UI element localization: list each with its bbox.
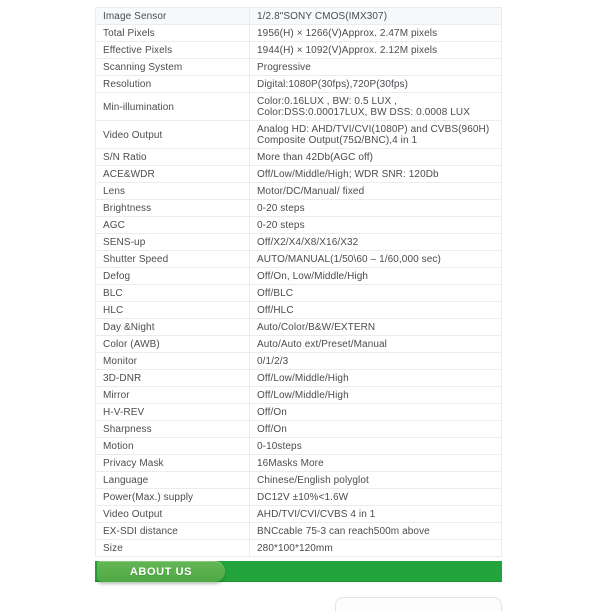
table-row bbox=[96, 387, 502, 404]
table-row bbox=[96, 489, 502, 506]
table-row bbox=[96, 506, 502, 523]
table-row bbox=[96, 76, 502, 93]
spec-value: AUTO/MANUAL(1/50\60 – 1/60,000 sec) bbox=[250, 251, 502, 268]
table-row bbox=[96, 59, 502, 76]
about-us-label: ABOUT US bbox=[129, 565, 193, 578]
spec-value: Off/On, Low/Middle/High bbox=[250, 268, 502, 285]
spec-label: Total Pixels bbox=[96, 25, 250, 42]
spec-label: S/N Ratio bbox=[96, 149, 250, 166]
table-row bbox=[96, 149, 502, 166]
spec-label: Min-illumination bbox=[96, 93, 250, 121]
next-section-card-edge bbox=[335, 597, 502, 611]
spec-value: DC12V ±10%<1.6W bbox=[250, 489, 502, 506]
about-us-banner bbox=[95, 561, 502, 582]
spec-value: Off/Low/Middle/High bbox=[250, 387, 502, 404]
spec-label: BLC bbox=[96, 285, 250, 302]
spec-label: HLC bbox=[96, 302, 250, 319]
spec-value: BNCcable 75-3 can reach500m above bbox=[250, 523, 502, 540]
spec-label: H-V-REV bbox=[96, 404, 250, 421]
table-row bbox=[96, 234, 502, 251]
table-row bbox=[96, 183, 502, 200]
spec-label: AGC bbox=[96, 217, 250, 234]
spec-value: 0-20 steps bbox=[250, 200, 502, 217]
table-row bbox=[96, 121, 502, 149]
spec-label: Language bbox=[96, 472, 250, 489]
spec-value: Off/Low/Middle/High; WDR SNR: 120Db bbox=[250, 166, 502, 183]
spec-label: Resolution bbox=[96, 76, 250, 93]
spec-value: Off/X2/X4/X8/X16/X32 bbox=[250, 234, 502, 251]
table-row bbox=[96, 336, 502, 353]
spec-value: Progressive bbox=[250, 59, 502, 76]
table-row bbox=[96, 25, 502, 42]
product-spec-section bbox=[95, 7, 502, 582]
spec-label: Lens bbox=[96, 183, 250, 200]
table-row bbox=[96, 421, 502, 438]
spec-value: Chinese/English polyglot bbox=[250, 472, 502, 489]
about-us-tab bbox=[97, 561, 225, 582]
spec-label: Video Output bbox=[96, 506, 250, 523]
table-row bbox=[96, 455, 502, 472]
spec-label: Scanning System bbox=[96, 59, 250, 76]
table-row bbox=[96, 200, 502, 217]
spec-label: Sharpness bbox=[96, 421, 250, 438]
spec-value: Motor/DC/Manual/ fixed bbox=[250, 183, 502, 200]
table-row bbox=[96, 8, 502, 25]
spec-label: Effective Pixels bbox=[96, 42, 250, 59]
spec-label: Size bbox=[96, 540, 250, 557]
spec-table bbox=[95, 7, 502, 557]
spec-label: EX-SDI distance bbox=[96, 523, 250, 540]
spec-table-body bbox=[96, 8, 502, 557]
spec-value: 1956(H) × 1266(V)Approx. 2.47M pixels bbox=[250, 25, 502, 42]
spec-label: Shutter Speed bbox=[96, 251, 250, 268]
table-row bbox=[96, 251, 502, 268]
spec-value: 280*100*120mm bbox=[250, 540, 502, 557]
table-row bbox=[96, 404, 502, 421]
spec-value: More than 42Db(AGC off) bbox=[250, 149, 502, 166]
spec-value: Auto/Color/B&W/EXTERN bbox=[250, 319, 502, 336]
spec-value: Off/On bbox=[250, 421, 502, 438]
spec-label: Brightness bbox=[96, 200, 250, 217]
spec-value: 1944(H) × 1092(V)Approx. 2.12M pixels bbox=[250, 42, 502, 59]
spec-value: Auto/Auto ext/Preset/Manual bbox=[250, 336, 502, 353]
table-row bbox=[96, 438, 502, 455]
spec-value: Off/On bbox=[250, 404, 502, 421]
spec-label: Monitor bbox=[96, 353, 250, 370]
spec-label: Day &Night bbox=[96, 319, 250, 336]
spec-label: ACE&WDR bbox=[96, 166, 250, 183]
table-row bbox=[96, 268, 502, 285]
table-row bbox=[96, 472, 502, 489]
spec-value: AHD/TVI/CVI/CVBS 4 in 1 bbox=[250, 506, 502, 523]
spec-value: Off/BLC bbox=[250, 285, 502, 302]
spec-value: Off/HLC bbox=[250, 302, 502, 319]
spec-label: Power(Max.) supply bbox=[96, 489, 250, 506]
spec-label: Motion bbox=[96, 438, 250, 455]
table-row bbox=[96, 93, 502, 121]
table-row bbox=[96, 285, 502, 302]
spec-value: 0/1/2/3 bbox=[250, 353, 502, 370]
table-row bbox=[96, 353, 502, 370]
spec-value: Analog HD: AHD/TVI/CVI(1080P) and CVBS(960H) Composite Output(75Ω/BNC),4 in 1 bbox=[250, 121, 502, 149]
spec-label: Mirror bbox=[96, 387, 250, 404]
spec-value: 16Masks More bbox=[250, 455, 502, 472]
spec-label: SENS-up bbox=[96, 234, 250, 251]
table-row bbox=[96, 540, 502, 557]
spec-label: Privacy Mask bbox=[96, 455, 250, 472]
spec-value: 1/2.8"SONY CMOS(IMX307) bbox=[250, 8, 502, 25]
spec-label: Video Output bbox=[96, 121, 250, 149]
spec-label: Defog bbox=[96, 268, 250, 285]
table-row bbox=[96, 217, 502, 234]
table-row bbox=[96, 370, 502, 387]
spec-label: Color (AWB) bbox=[96, 336, 250, 353]
spec-value: 0-10steps bbox=[250, 438, 502, 455]
table-row bbox=[96, 42, 502, 59]
spec-label: Image Sensor bbox=[96, 8, 250, 25]
spec-value: Color:0.16LUX , BW: 0.5 LUX , Color:DSS:0.00017LUX, BW DSS: 0.0008 LUX bbox=[250, 93, 502, 121]
table-row bbox=[96, 302, 502, 319]
table-row bbox=[96, 319, 502, 336]
table-row bbox=[96, 166, 502, 183]
spec-value: 0-20 steps bbox=[250, 217, 502, 234]
spec-value: Digital:1080P(30fps),720P(30fps) bbox=[250, 76, 502, 93]
spec-label: 3D-DNR bbox=[96, 370, 250, 387]
spec-value: Off/Low/Middle/High bbox=[250, 370, 502, 387]
table-row bbox=[96, 523, 502, 540]
